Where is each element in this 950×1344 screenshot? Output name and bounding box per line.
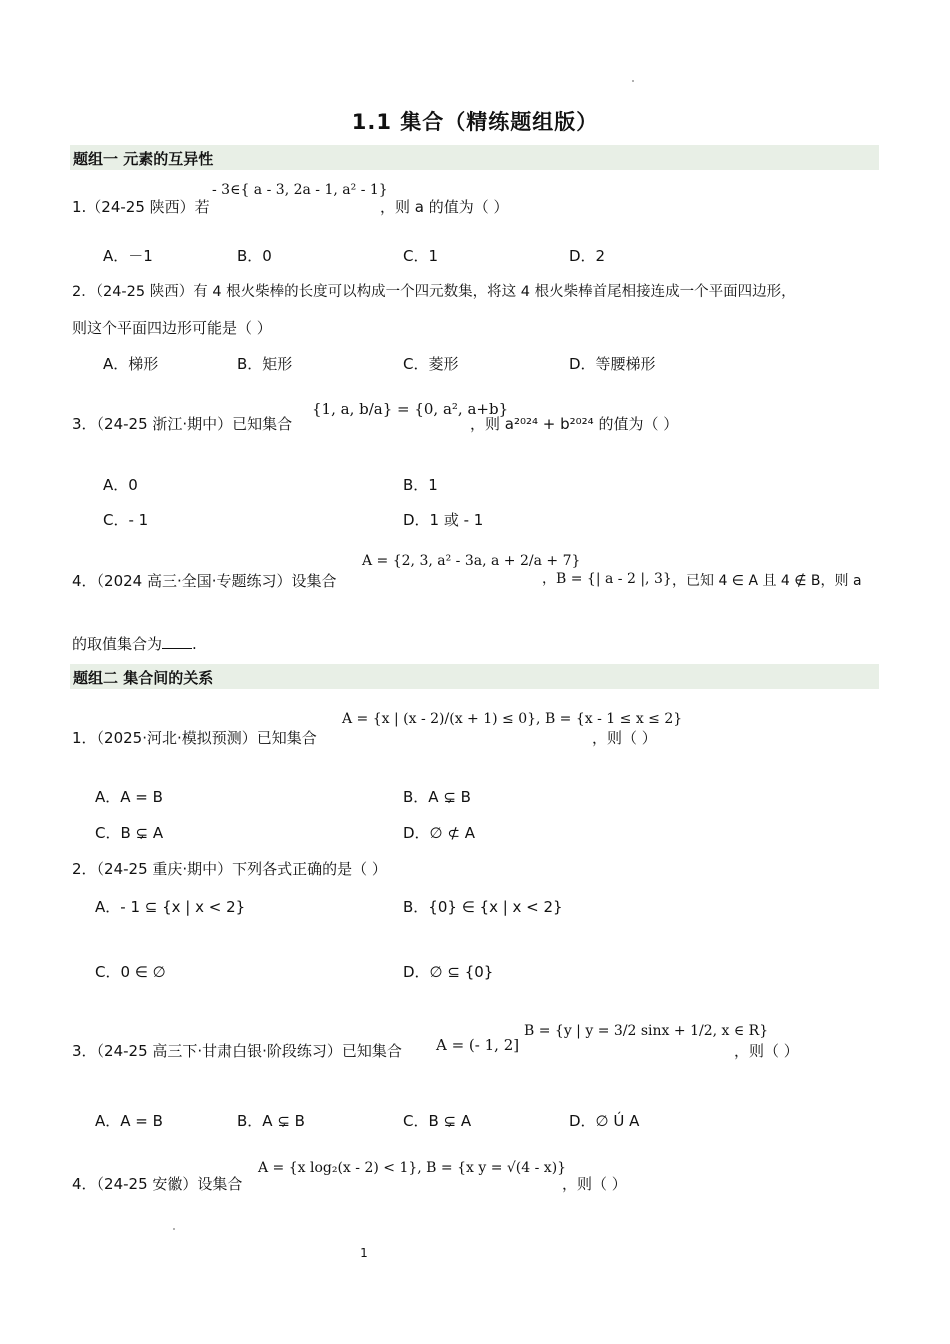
option-d: D．2 bbox=[569, 247, 606, 265]
answer-blank bbox=[162, 634, 192, 649]
option-a: A．- 1 ⊆ {x | x < 2} bbox=[95, 898, 246, 916]
option-d: D．等腰梯形 bbox=[569, 355, 656, 373]
question-1-3-suffix: ，则 a²⁰²⁴ + b²⁰²⁴ 的值为（ ） bbox=[470, 415, 679, 433]
question-2-4: 4．（24-25 安徽）设集合 bbox=[72, 1175, 243, 1193]
option-c: C．B ⊊ A bbox=[403, 1112, 472, 1130]
page-title: 1.1 集合（精练题组版） bbox=[351, 110, 599, 134]
decorative-dot bbox=[173, 1228, 175, 1230]
question-1-3-math: {1, a, b/a} = {0, a², a+b} bbox=[312, 400, 509, 418]
option-b: B．A ⊊ B bbox=[237, 1112, 305, 1130]
question-1-4-math-a: A = {2, 3, a² - 3a, a + 2/a + 7} bbox=[362, 553, 581, 569]
question-1-2-line2: 则这个平面四边形可能是（ ） bbox=[72, 319, 272, 337]
option-c: C．1 bbox=[403, 247, 439, 265]
page-number: 1 bbox=[360, 1246, 368, 1260]
question-1-1-suffix: ，则 a 的值为（ ） bbox=[380, 198, 509, 216]
section-heading-group1: 题组一 元素的互异性 bbox=[70, 145, 879, 170]
question-2-4-math: A = {x log₂(x - 2) < 1}, B = {x y = √(4 - x)} bbox=[258, 1160, 567, 1176]
option-b: B．{0} ∈ {x | x < 2} bbox=[403, 898, 563, 916]
option-b: B．0 bbox=[237, 247, 272, 265]
option-c: C．B ⊊ A bbox=[95, 824, 164, 842]
question-2-4-suffix: ，则（ ） bbox=[562, 1175, 627, 1193]
option-c: C．菱形 bbox=[403, 355, 459, 373]
option-d: D．∅ ⊆ {0} bbox=[403, 963, 494, 981]
option-a: A．－1 bbox=[103, 247, 153, 265]
option-a: A．0 bbox=[103, 476, 138, 494]
option-a: A．A = B bbox=[95, 788, 163, 806]
question-2-3: 3．（24-25 高三下·甘肃白银·阶段练习）已知集合 bbox=[72, 1042, 402, 1060]
question-1-4-math-b: ，B = {| a - 2 |, 3} bbox=[542, 571, 672, 587]
question-2-1: 1．（2025·河北·模拟预测）已知集合 bbox=[72, 729, 317, 747]
question-1-4-suffix: ，已知 4 ∈ A 且 4 ∉ B，则 a bbox=[672, 573, 862, 589]
question-1-1-math: - 3∈{ a - 3, 2a - 1, a² - 1} bbox=[212, 182, 388, 198]
section-heading-group2: 题组二 集合间的关系 bbox=[70, 664, 879, 689]
option-b: B．矩形 bbox=[237, 355, 293, 373]
option-a: A．梯形 bbox=[103, 355, 159, 373]
question-1-3: 3．（24-25 浙江·期中）已知集合 bbox=[72, 415, 293, 433]
question-2-3-math-a: A = (- 1, 2] bbox=[436, 1036, 520, 1054]
question-1-2-line1: 2．（24-25 陕西）有 4 根火柴棒的长度可以构成一个四元数集，将这 4 根火柴棒首尾相接连成一个平面四边形， bbox=[72, 284, 796, 300]
question-2-3-math-b: B = {y | y = 3/2 sinx + 1/2, x ∈ R} bbox=[524, 1023, 769, 1039]
option-c: C．- 1 bbox=[103, 511, 149, 529]
option-a: A．A = B bbox=[95, 1112, 163, 1130]
option-d: D．1 或 - 1 bbox=[403, 511, 484, 529]
question-1-1: 1.（24-25 陕西）若 bbox=[72, 198, 210, 216]
option-c: C．0 ∈ ∅ bbox=[95, 963, 166, 981]
question-1-4: 4．（2024 高三·全国·专题练习）设集合 bbox=[72, 572, 337, 590]
question-1-4-line2: 的取值集合为 . bbox=[72, 635, 197, 653]
option-b: B．1 bbox=[403, 476, 438, 494]
decorative-dot bbox=[632, 80, 634, 82]
option-b: B．A ⊊ B bbox=[403, 788, 471, 806]
option-d: D．∅ Ú A bbox=[569, 1112, 640, 1130]
question-2-2: 2．（24-25 重庆·期中）下列各式正确的是（ ） bbox=[72, 860, 387, 878]
question-2-1-suffix: ，则（ ） bbox=[592, 729, 657, 747]
question-2-1-math: A = {x | (x - 2)/(x + 1) ≤ 0}, B = {x - 1 ≤ x ≤ 2} bbox=[342, 711, 683, 727]
question-2-3-suffix: ，则（ ） bbox=[734, 1042, 799, 1060]
option-d: D．∅ ⊄ A bbox=[403, 824, 475, 842]
